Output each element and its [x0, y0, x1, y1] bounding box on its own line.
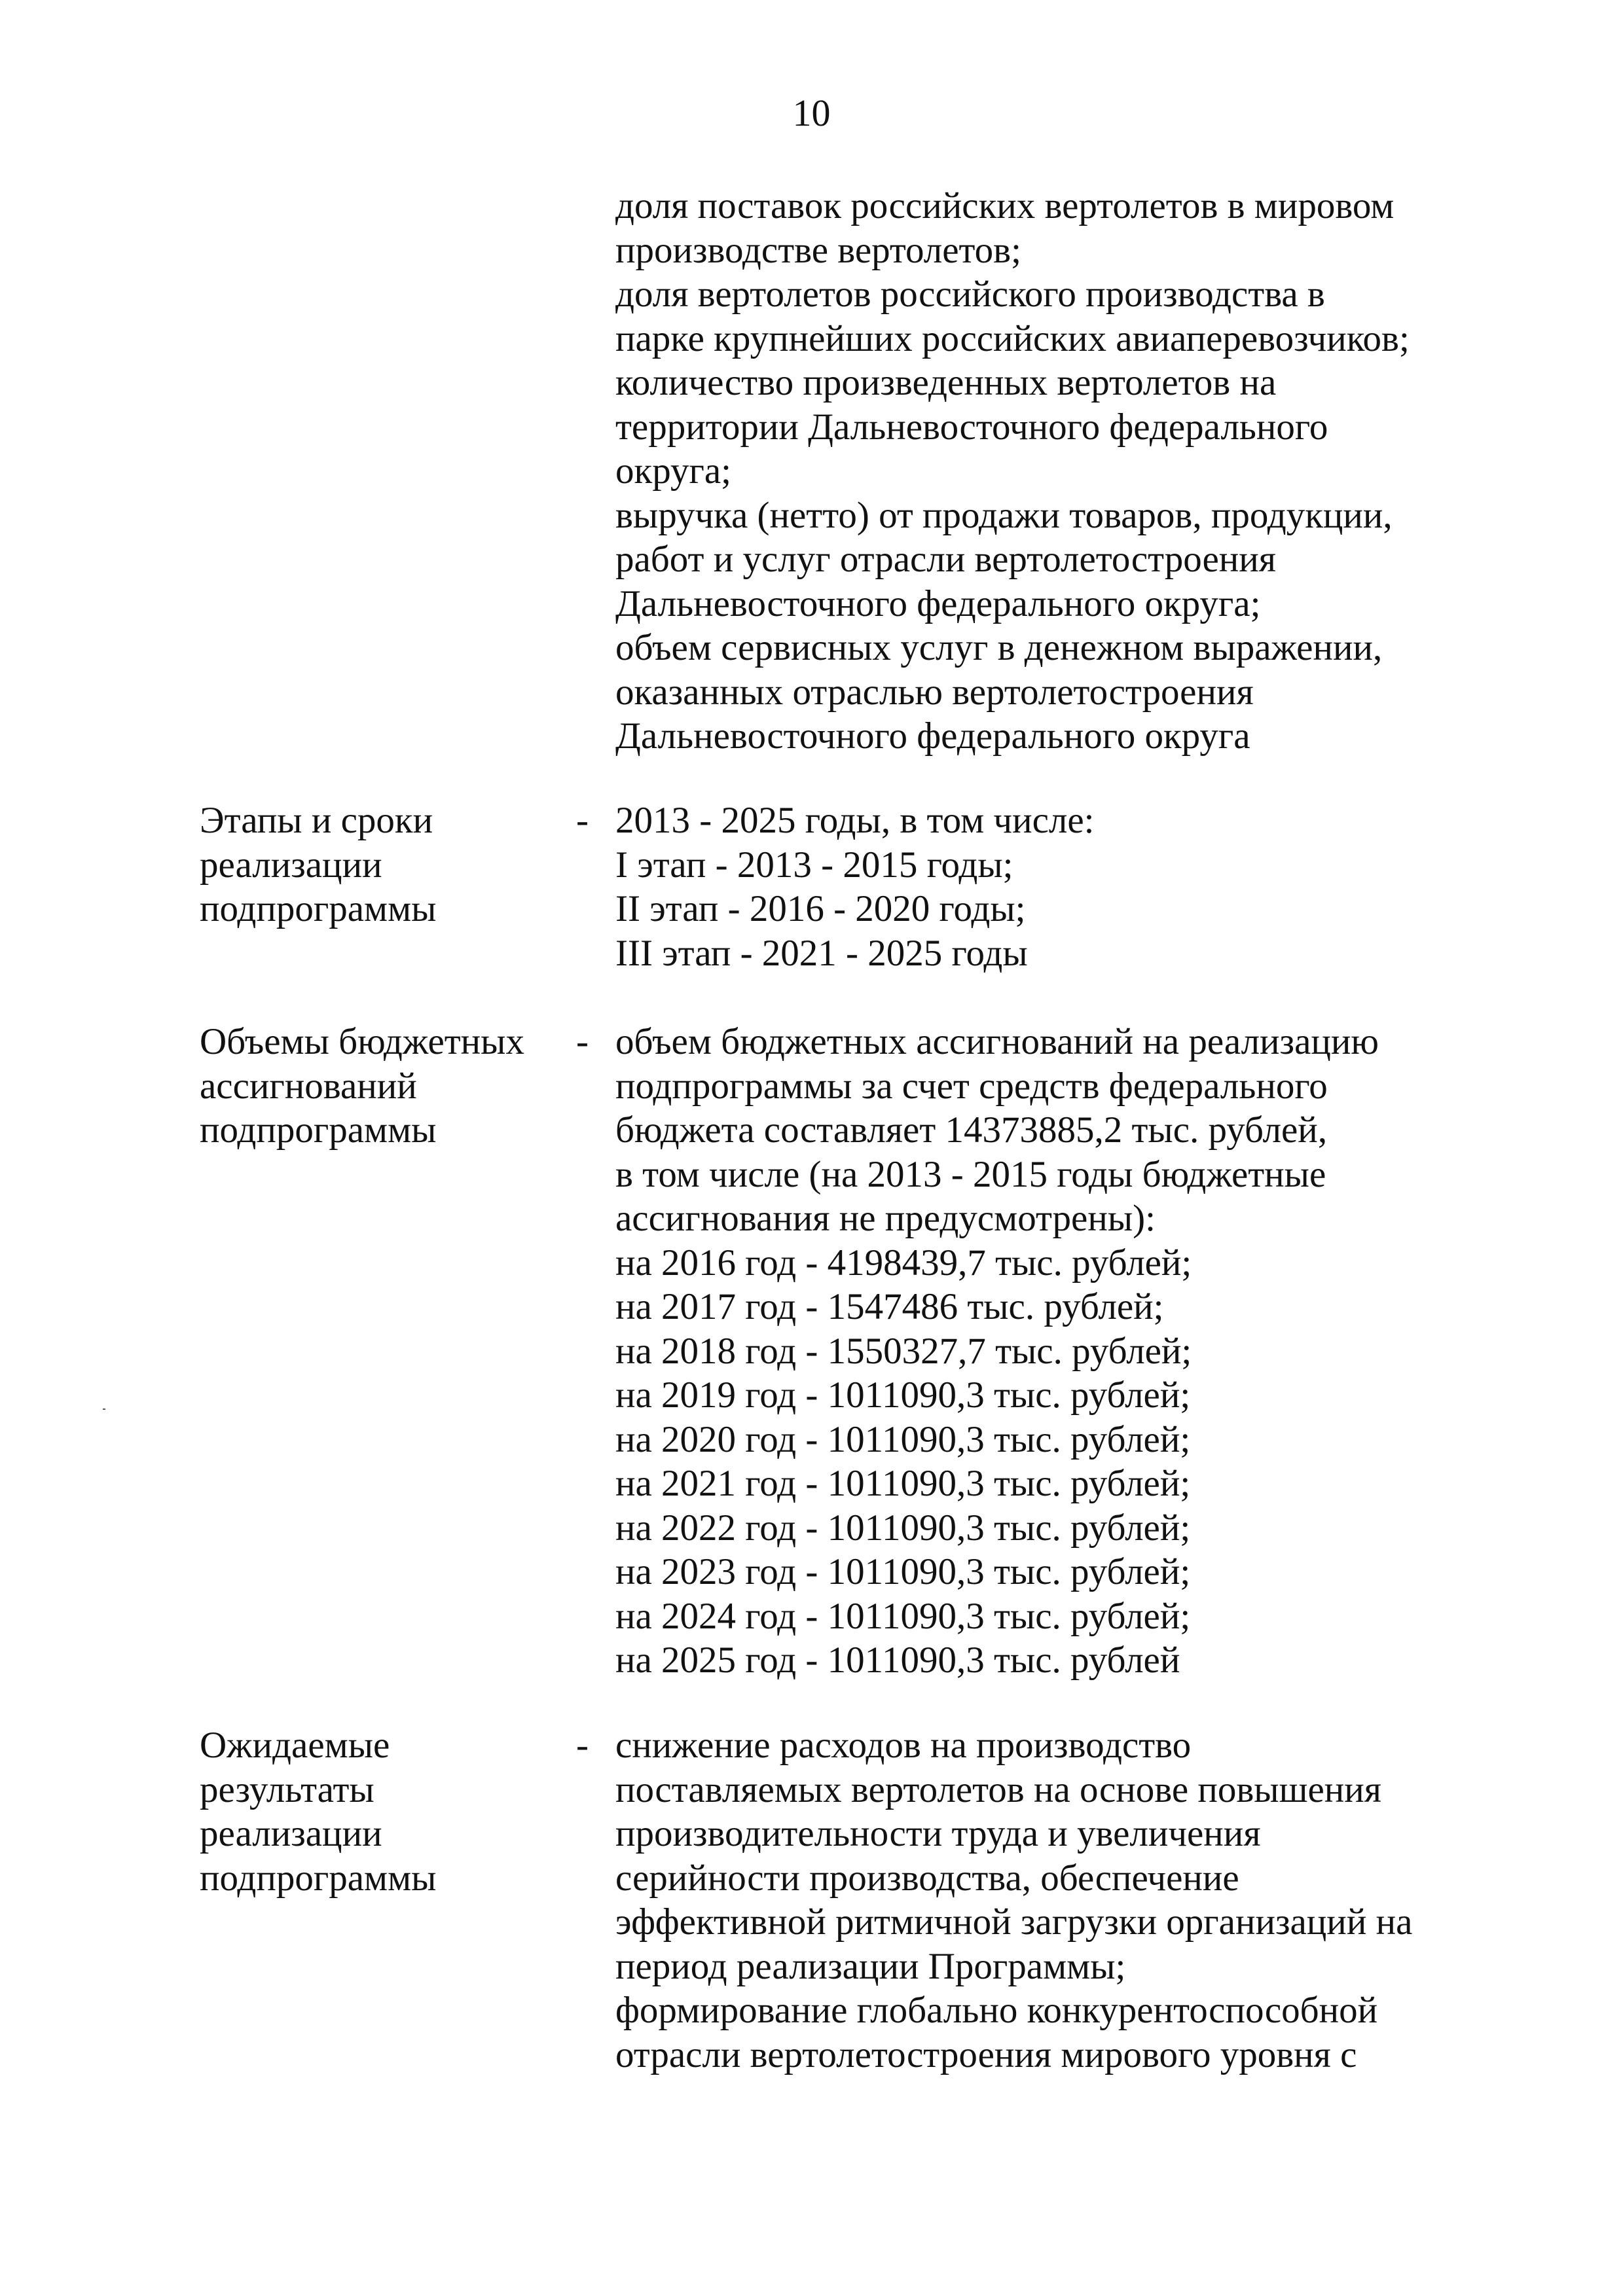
section-content-line: на 2019 год - 1011090,3 тыс. рублей; — [615, 1374, 1191, 1416]
intro-line: работ и услуг отрасли вертолетостроения — [615, 539, 1276, 580]
section-label-line: подпрограммы — [200, 1109, 437, 1151]
section-label-line: Ожидаемые — [200, 1725, 390, 1766]
section-content-line: I этап - 2013 - 2015 годы; — [615, 844, 1013, 886]
intro-line: парке крупнейших российских авиаперевозчиков; — [615, 317, 1410, 359]
section-content-line: на 2022 год - 1011090,3 тыс. рублей; — [615, 1507, 1191, 1549]
section-dash: - — [576, 1021, 589, 1062]
section-content-line: III этап - 2021 - 2025 годы — [615, 932, 1028, 974]
section-content-line: снижение расходов на производство — [615, 1725, 1192, 1766]
section-content-line: поставляемых вертолетов на основе повышения — [615, 1768, 1382, 1810]
section-label-line: подпрограммы — [200, 888, 437, 929]
intro-line: объем сервисных услуг в денежном выражении, — [615, 627, 1383, 668]
section-content-line: ассигнования не предусмотрены): — [615, 1198, 1156, 1239]
section-content-line: на 2023 год - 1011090,3 тыс. рублей; — [615, 1551, 1191, 1592]
section-content-line: на 2021 год - 1011090,3 тыс. рублей; — [615, 1463, 1191, 1504]
section-label-line: результаты — [200, 1768, 374, 1810]
section-content-line: в том числе (на 2013 - 2015 годы бюджетные — [615, 1153, 1326, 1195]
section-content-line: серийности производства, обеспечение — [615, 1857, 1239, 1899]
section-content-line: эффективной ритмичной загрузки организаций на — [615, 1901, 1413, 1943]
intro-line: Дальневосточного федерального округа; — [615, 583, 1261, 624]
scan-speck — [103, 1408, 105, 1410]
intro-line: производстве вертолетов; — [615, 229, 1021, 271]
section-content-line: отрасли вертолетостроения мирового уровня с — [615, 2034, 1357, 2075]
intro-line: количество произведенных вертолетов на — [615, 362, 1277, 403]
section-content-line: подпрограммы за счет средств федерального — [615, 1065, 1328, 1107]
section-content-line: период реализации Программы; — [615, 1945, 1126, 1987]
section-content-line: 2013 - 2025 годы, в том числе: — [615, 800, 1095, 841]
intro-line: Дальневосточного федерального округа — [615, 715, 1250, 757]
section-content-line: на 2024 год - 1011090,3 тыс. рублей; — [615, 1595, 1191, 1637]
section-content-line: на 2025 год - 1011090,3 тыс. рублей — [615, 1640, 1180, 1681]
intro-line: округа; — [615, 450, 731, 492]
intro-line: оказанных отраслью вертолетостроения — [615, 671, 1254, 713]
section-content-line: производительности труда и увеличения — [615, 1813, 1261, 1854]
section-label-line: Этапы и сроки — [200, 800, 433, 841]
section-dash: - — [576, 800, 589, 841]
section-content-line: на 2017 год - 1547486 тыс. рублей; — [615, 1286, 1164, 1327]
section-label-line: Объемы бюджетных — [200, 1021, 524, 1062]
intro-line: территории Дальневосточного федерального — [615, 406, 1328, 448]
section-content-line: II этап - 2016 - 2020 годы; — [615, 888, 1026, 929]
intro-line: доля вертолетов российского производства в — [615, 274, 1325, 315]
section-content-line: формирование глобально конкурентоспособной — [615, 1990, 1378, 2031]
section-content-line: на 2018 год - 1550327,7 тыс. рублей; — [615, 1330, 1192, 1372]
section-content-line: на 2016 год - 4198439,7 тыс. рублей; — [615, 1242, 1192, 1283]
section-content-line: на 2020 год - 1011090,3 тыс. рублей; — [615, 1418, 1191, 1460]
intro-line: доля поставок российских вертолетов в мировом — [615, 185, 1395, 226]
page-number: 10 — [792, 92, 831, 134]
section-label-line: ассигнований — [200, 1065, 417, 1107]
section-dash: - — [576, 1725, 589, 1766]
intro-line: выручка (нетто) от продажи товаров, продукции, — [615, 494, 1393, 536]
section-label-line: реализации — [200, 1813, 382, 1854]
section-label-line: реализации — [200, 844, 382, 886]
section-content-line: объем бюджетных ассигнований на реализацию — [615, 1021, 1379, 1062]
section-label-line: подпрограммы — [200, 1857, 437, 1899]
section-content-line: бюджета составляет 14373885,2 тыс. рублей, — [615, 1109, 1328, 1151]
